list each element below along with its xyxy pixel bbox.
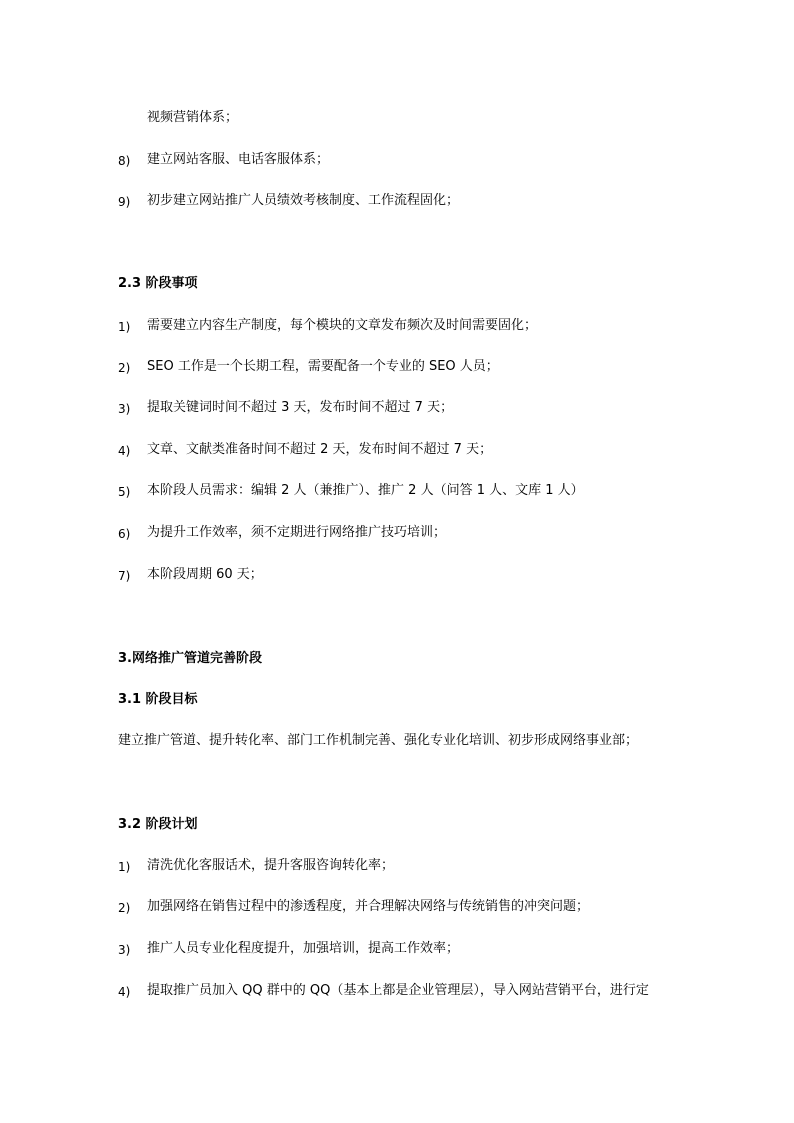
list-item-text: 初步建立网站推广人员绩效考核制度、工作流程固化； <box>147 193 460 208</box>
list-item-number: 2) <box>118 361 131 375</box>
list-item-text: 提取推广员加入 QQ 群中的 QQ（基本上都是企业管理层），导入网站营销平台，进行定 <box>147 983 649 998</box>
list-item-text: SEO 工作是一个长期工程，需要配备一个专业的 SEO 人员； <box>147 359 499 374</box>
list-item-text: 需要建立内容生产制度，每个模块的文章发布频次及时间需要固化； <box>147 318 538 333</box>
section-heading-2-3: 2.3 阶段事项 <box>118 276 198 291</box>
list-item-text: 文章、文献类准备时间不超过 2 天，发布时间不超过 7 天； <box>147 442 493 457</box>
list-item-number: 1) <box>118 320 131 334</box>
list-item-number: 3) <box>118 402 131 416</box>
continuation-text: 视频营销体系； <box>147 110 239 125</box>
list-item-number: 5) <box>118 485 131 499</box>
list-item-text: 加强网络在销售过程中的渗透程度，并合理解决网络与传统销售的冲突问题； <box>147 899 590 914</box>
list-item-text: 为提升工作效率，须不定期进行网络推广技巧培训； <box>147 525 447 540</box>
list-item-number: 2) <box>118 901 131 915</box>
list-item-number: 1) <box>118 860 131 874</box>
list-item-number: 7) <box>118 569 131 583</box>
list-item-text: 提取关键词时间不超过 3 天，发布时间不超过 7 天； <box>147 400 454 415</box>
list-item-number: 4) <box>118 985 131 999</box>
list-item-number: 3) <box>118 943 131 957</box>
section-heading-3: 3.网络推广管道完善阶段 <box>118 651 262 666</box>
list-item-text: 建立网站客服、电话客服体系； <box>147 152 330 167</box>
section-heading-3-2: 3.2 阶段计划 <box>118 817 198 832</box>
list-item-number: 6) <box>118 527 131 541</box>
list-item-number: 4) <box>118 444 131 458</box>
paragraph-text: 建立推广管道、提升转化率、部门工作机制完善、强化专业化培训、初步形成网络事业部； <box>118 733 639 748</box>
section-heading-3-1: 3.1 阶段目标 <box>118 692 198 707</box>
list-item-number: 8) <box>118 154 131 168</box>
list-item-text: 推广人员专业化程度提升，加强培训，提高工作效率； <box>147 941 460 956</box>
list-item-text: 清洗优化客服话术，提升客服咨询转化率； <box>147 858 395 873</box>
list-item-text: 本阶段周期 60 天； <box>147 567 263 582</box>
list-item-number: 9) <box>118 195 131 209</box>
list-item-text: 本阶段人员需求：编辑 2 人（兼推广）、推广 2 人（问答 1 人、文库 1 人） <box>147 483 584 498</box>
